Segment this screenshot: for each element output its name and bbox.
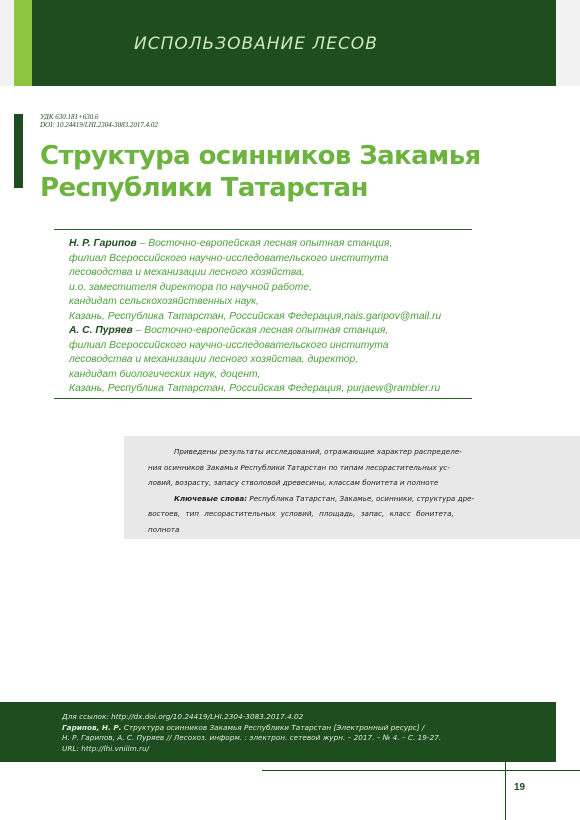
abstract-line: полнота (148, 524, 180, 534)
author-affiliation: – Восточно-европейская лесная опытная станция, (132, 325, 389, 336)
author-line: лесоводства и механизации лесного хозяйства, (69, 267, 305, 278)
author-line: кандидат сельскохозяйственных наук, (69, 296, 259, 307)
citation-line (62, 723, 532, 734)
abstract-line: востоев, тип лесорастительных условий, площадь, запас, класс бонитета, (148, 509, 454, 518)
abstract (148, 444, 476, 537)
header-accent-stripe (14, 0, 32, 86)
author-line: кандидат биологических наук, доцент, (69, 368, 261, 380)
footer-rule (262, 770, 580, 771)
abstract-line: ния осинников Закамья Республики Татарстан по типам лесорастительных ус- (148, 462, 450, 472)
page-number: 19 (514, 782, 526, 793)
author-affiliation: – Восточно-европейская лесная опытная станция, (136, 238, 393, 249)
citation-url-link[interactable]: URL: http://lhi.vniilm.ru/ (62, 743, 150, 753)
article-title (40, 140, 481, 204)
article-title-line: Республики Татарстан (40, 173, 368, 203)
author-line: филиал Всероссийского научно-исследовательского института (69, 252, 389, 264)
author-line (69, 324, 489, 339)
author-name: Н. Р. Гарипов (69, 238, 137, 249)
author-line: Казань, Республика Татарстан, Российская Федерация, purjaew@rambler.ru (69, 383, 441, 394)
title-accent-bar (14, 114, 23, 188)
citation-text: Структура осинников Закамья Республики Татарстан [Электронный ресурс] / (121, 722, 425, 732)
authors-block (69, 237, 489, 397)
citation-doi-link[interactable]: Для ссылок: http://dx.doi.org/10.24419/LHI.2304-3083.2017.4.02 (62, 712, 304, 721)
authors-top-divider (54, 229, 472, 230)
footer-vertical-rule (505, 748, 506, 820)
author-line (69, 237, 489, 252)
author-name: А. С. Пуряев (69, 325, 133, 336)
udk-code: УДК 630.181+630.6 (40, 113, 99, 121)
authors-bottom-divider (54, 398, 472, 399)
article-title-line: Структура осинников Закамья (40, 141, 481, 171)
abstract-line: Приведены результаты исследований, отражающие характер распределе- (174, 447, 462, 456)
section-title: ИСПОЛЬЗОВАНИЕ ЛЕСОВ (134, 34, 378, 54)
doi-code: DOI: 10.24419/LHI.2304-3083.2017.4.02 (40, 121, 158, 129)
author-line: филиал Всероссийского научно-исследовательского института (69, 339, 389, 351)
keywords-text: Республика Татарстан, Закамье, осинники, структура дре- (247, 493, 475, 503)
citation-author: Гарипов, Н. Р. (62, 722, 122, 732)
author-line: и.о. заместителя директора по научной работе, (69, 281, 312, 293)
citation-line: Н. Р. Гарипов, А. С. Пуряев // Лесохоз. информ. : электрон. сетевой журн. – 2017. – № 4. – С. 19-27. (62, 733, 442, 743)
author-line: Казань, Республика Татарстан, Российская Федерация,nais.garipov@mail.ru (69, 310, 442, 322)
abstract-line: ловий, возрасту, запасу стволовой древесины, классам бонитета и полноте (148, 478, 439, 487)
citation (62, 712, 532, 754)
author-line: лесоводства и механизации лесного хозяйства, директор, (69, 354, 359, 365)
keywords-label: Ключевые слова: (174, 493, 248, 503)
keywords-line (148, 491, 476, 507)
